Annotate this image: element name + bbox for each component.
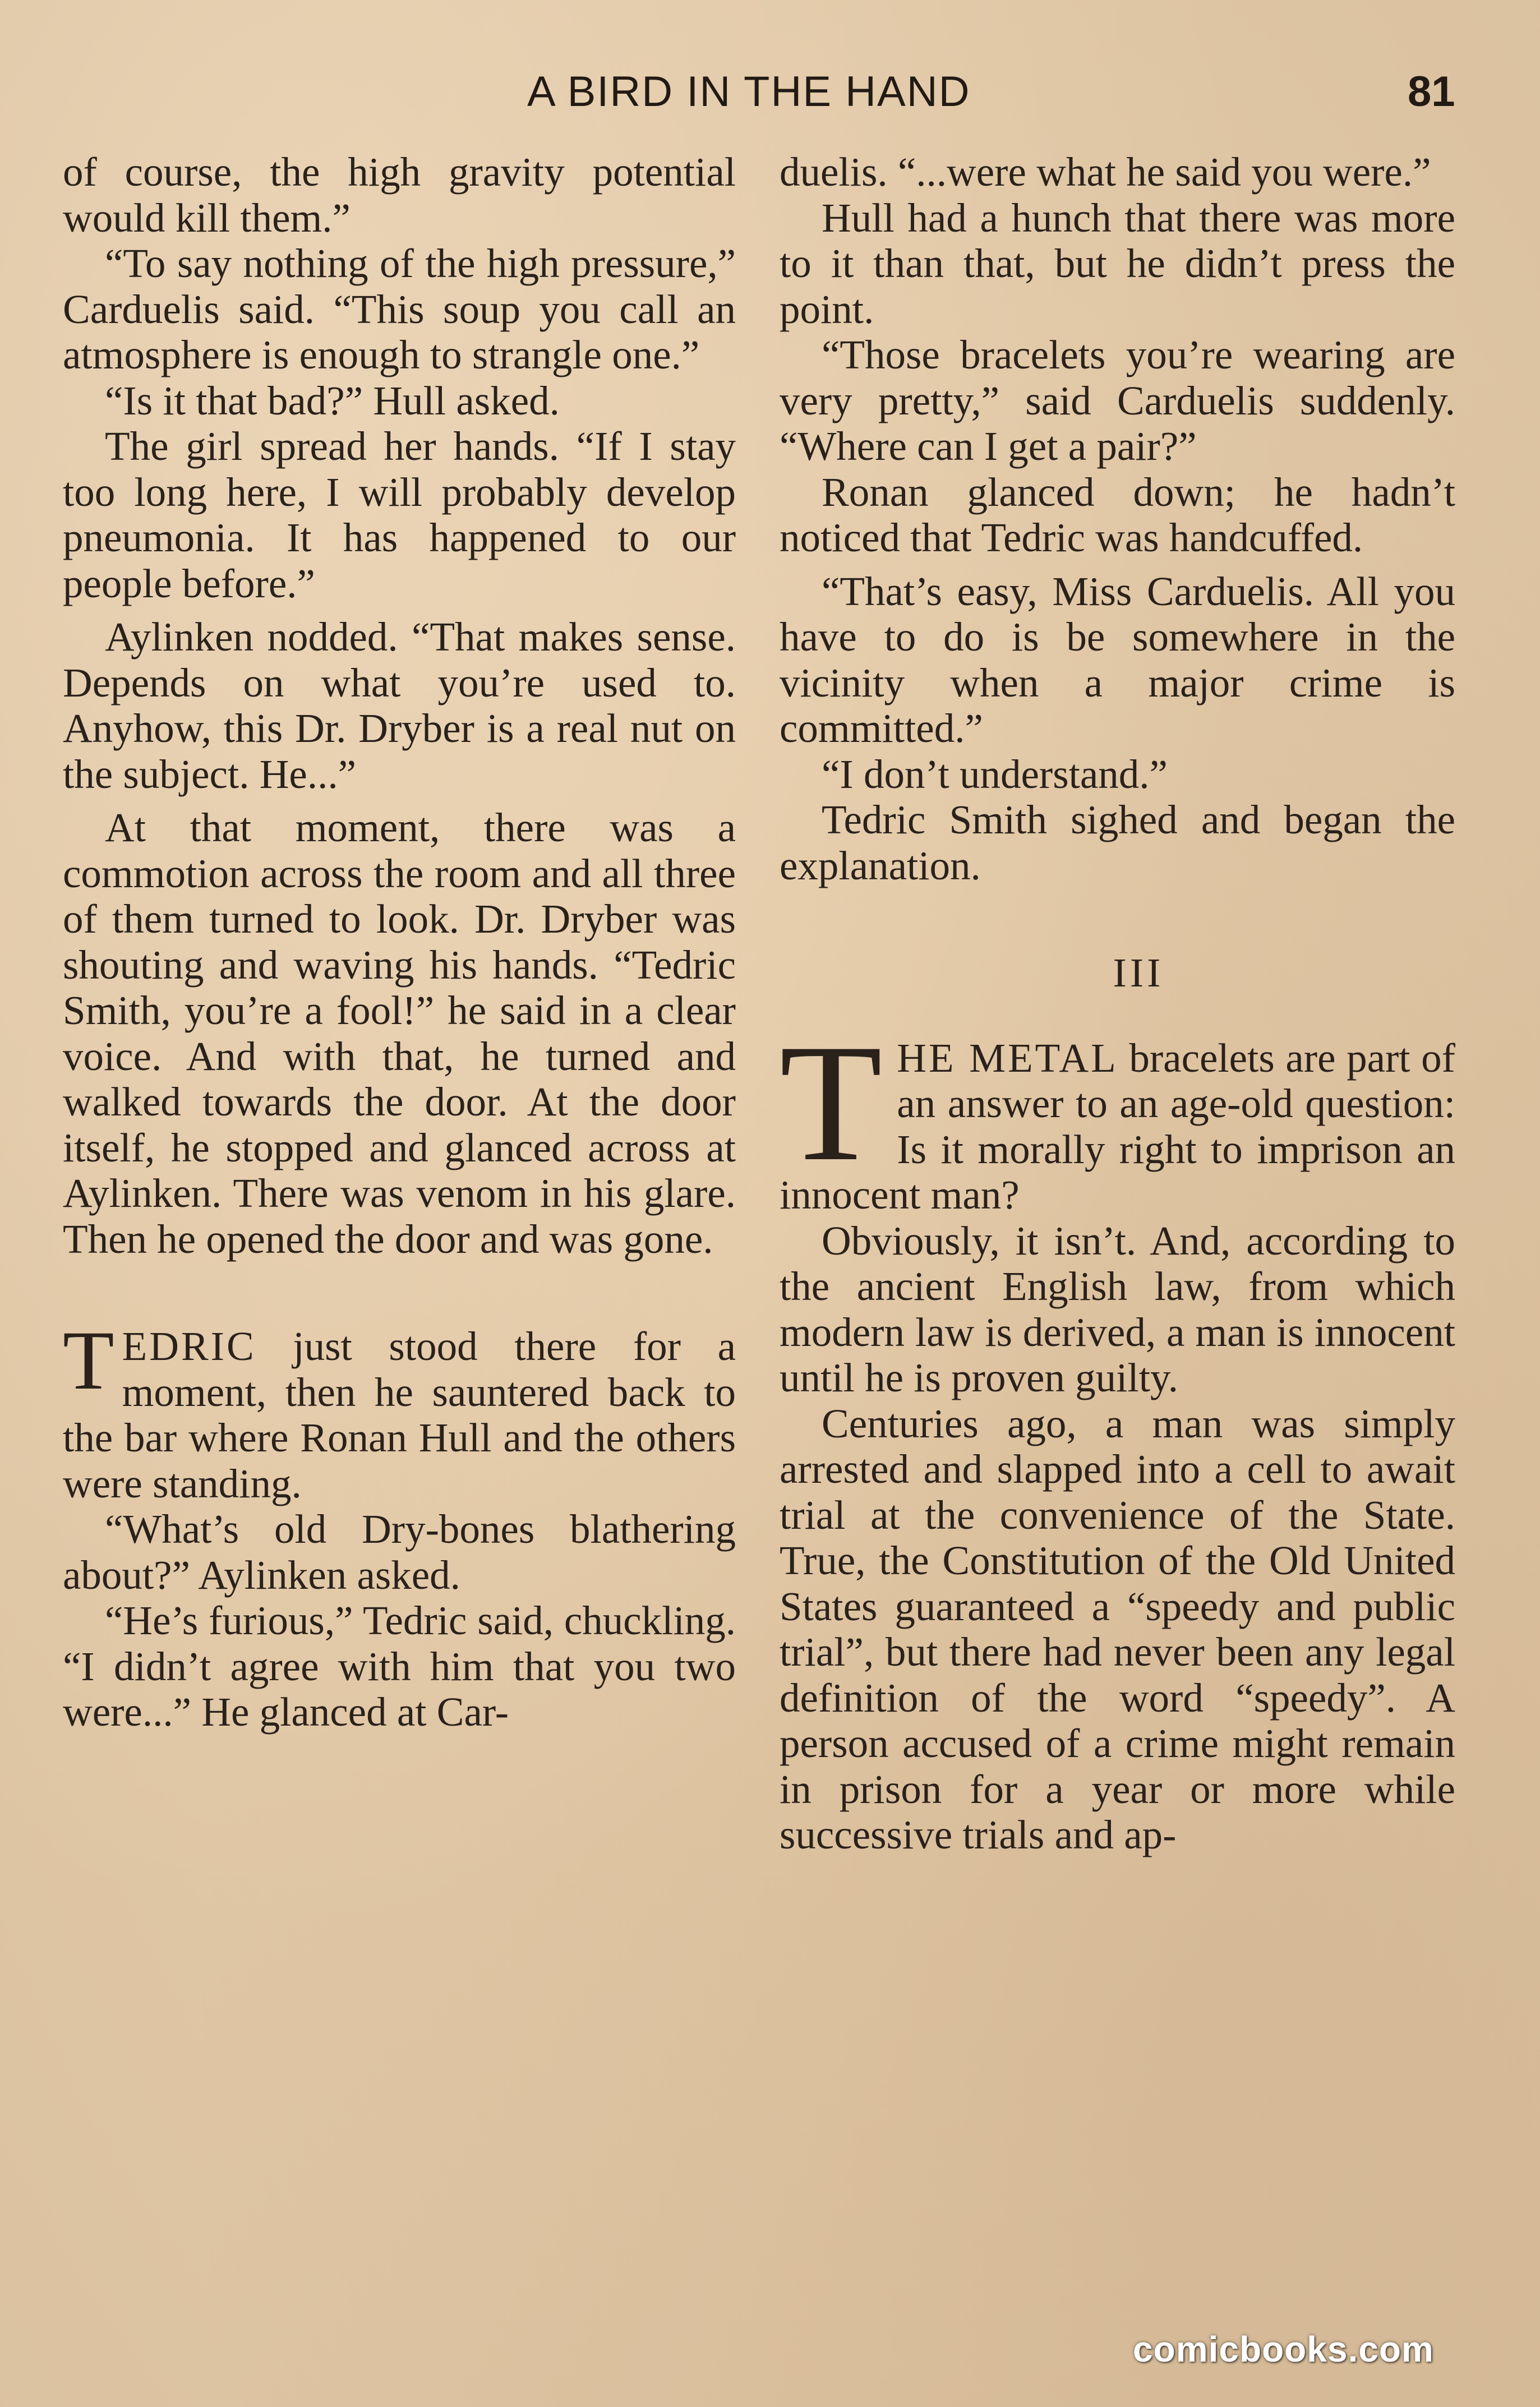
paragraph-text: just stood there for a moment, then he sauntered back to the bar where Ronan Hull and the others were standing. xyxy=(63,1324,736,1506)
paragraph: At that moment, there was a commotion across the room and all three of them turned to look. Dr. Dryber was shouting and waving his hands. “Tedric Smith, you’re a fool!” he said in a clear voice. And with that, he turned and walked towards the door. At the door itself, he stopped and glanced across at Aylinken. There was venom in his glare. Then he opened the door and was gone. xyxy=(63,805,736,1262)
paragraph: Aylinken nodded. “That makes sense. Depends on what you’re used to. Anyhow, this Dr. Dryber is a real nut on the subject. He...” xyxy=(63,614,736,797)
paragraph: “To say nothing of the high pressure,” Carduelis said. “This soup you call an atmosphere is enough to strangle one.” xyxy=(63,241,736,377)
paragraph: “That’s easy, Miss Carduelis. All you have to do is be somewhere in the vicinity when a major crime is committed.” xyxy=(780,568,1455,751)
left-column xyxy=(63,149,736,1735)
paragraph: Ronan glanced down; he hadn’t noticed that Tedric was handcuffed. xyxy=(780,469,1455,560)
paragraph: “Is it that bad?” Hull asked. xyxy=(105,377,560,423)
paragraph: of course, the high gravity potential would kill them.” xyxy=(63,149,736,241)
drop-cap: T xyxy=(780,1009,883,1196)
paragraph-text: bracelets are part of an answer to an age-old question: Is it morally right to imprison an innocent man? xyxy=(780,1035,1455,1218)
drop-cap: T xyxy=(63,1314,114,1407)
source-watermark: comicbooks.com xyxy=(1133,2329,1434,2369)
right-column xyxy=(780,149,1455,1858)
paragraph: Centuries ago, a man was simply arrested and slapped into a cell to await trial at the convenience of the State. True, the Constitution of the Old United States guaranteed a “speedy and public trial”, but there had never been any legal definition of the word “speedy”. A person accused of a crime might remain in prison for a year or more while successive trials and ap- xyxy=(780,1400,1455,1857)
section-number: III xyxy=(1113,950,1164,995)
paragraph: Tedric Smith sighed and began the explanation. xyxy=(780,797,1455,888)
paragraph: Obviously, it isn’t. And, according to the ancient English law, from which modern law is derived, a man is innocent until he is proven guilty. xyxy=(780,1218,1455,1400)
paragraph: “Those bracelets you’re wearing are very pretty,” said Carduelis suddenly. “Where can I get a pair?” xyxy=(780,332,1455,469)
running-head xyxy=(0,67,1540,123)
paragraph: The girl spread her hands. “If I stay too long here, I will probably develop pneumonia. It has happened to our people before.” xyxy=(63,423,736,606)
section-opening-paragraph xyxy=(63,1314,736,1506)
paragraph: “I don’t understand.” xyxy=(822,751,1168,797)
lead-in-caps: EDRIC xyxy=(122,1324,256,1369)
running-title: A BIRD IN THE HAND xyxy=(527,68,971,116)
paragraph: duelis. “...were what he said you were.” xyxy=(780,149,1431,195)
page-number: 81 xyxy=(1408,68,1455,116)
paragraph: “What’s old Dry-bones blathering about?” Aylinken asked. xyxy=(63,1506,736,1598)
paragraph: “He’s furious,” Tedric said, chuckling. “I didn’t agree with him that you two were...” He glanced at Car- xyxy=(63,1598,736,1735)
lead-in-caps: HE METAL xyxy=(897,1035,1118,1081)
paragraph: Hull had a hunch that there was more to it than that, but he didn’t press the point. xyxy=(780,195,1455,332)
section-opening-paragraph xyxy=(780,1009,1455,1218)
